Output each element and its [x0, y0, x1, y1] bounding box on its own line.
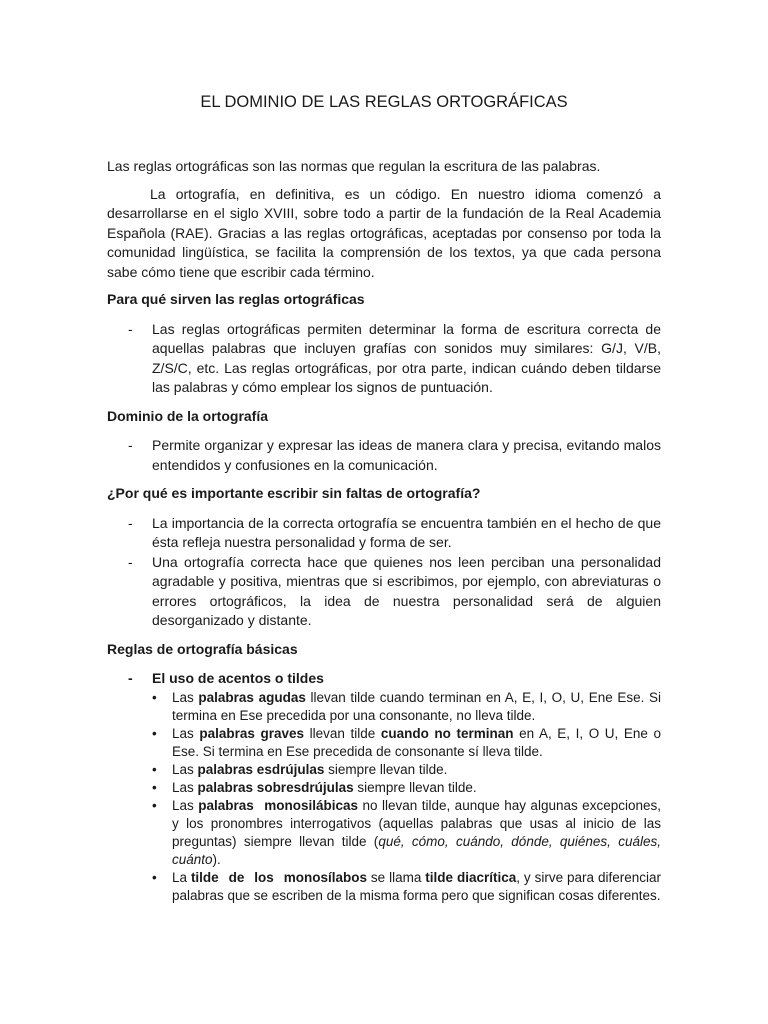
orthography-paragraph: La ortografía, en definitiva, es un código. En nuestro idioma comenzó a desarrollarse en el siglo XVIII, sobre todo a partir de la fundación de la Real Academia Española (RAE). Gracias a las reglas ortográficas, aceptadas por consenso por toda la comunidad lingüística, se facilita la comprensión de los textos, ya que cada persona sabe cómo tiene que escribir cada término. [107, 185, 661, 280]
rule-text-a: La [172, 869, 191, 885]
section-heading-dominio: Dominio de la ortografía [107, 407, 269, 424]
list-item [152, 725, 661, 761]
section-heading-basic-rules: Reglas de ortografía básicas [107, 640, 298, 657]
bullet-marker: • [152, 689, 157, 705]
dash-marker: - [128, 553, 133, 570]
rule-term: palabras agudas [198, 689, 306, 705]
rule-term: palabras monosilábicas [198, 797, 359, 813]
rule-text-a: Las [172, 761, 198, 777]
dash-marker: - [128, 514, 133, 531]
rule-text-e: en A, E, I, O U, Ene o Ese. Si termina en Ese precedida de consonante sí lleva tilde. [172, 725, 661, 759]
intro-paragraph: Las reglas ortográficas son las normas que regulan la escritura de las palabras. [107, 158, 601, 174]
list-item [152, 779, 661, 797]
rule-text-a: Las [172, 797, 199, 813]
bullet-marker: • [152, 797, 157, 813]
dash-marker: - [128, 437, 133, 453]
document-body [107, 91, 661, 905]
rule-text-c: llevan tilde cuando terminan en A, E, I, O, U, Ene Ese. Si termina en Ese precedida por una consonante, no lleva tilde. [172, 689, 661, 723]
list-item [152, 869, 661, 905]
bullet-marker: • [152, 779, 157, 795]
rule-text-e: , y sirve para diferenciar palabras que se escriben de la misma forma pero que significan cosas diferentes. [172, 869, 661, 903]
list-item-text: Las reglas ortográficas permiten determinar la forma de escritura correcta de aquellas palabras que incluyen grafías con sonidos muy similares: G/J, V/B, Z/S/C, etc. Las reglas ortográficas, por otra parte, indican cuándo deben tildarse las palabras y cómo emplear los signos de puntuación. [152, 320, 661, 395]
rule-text-c: siempre llevan tilde. [324, 761, 448, 777]
rule-text-e: ). [212, 851, 221, 867]
document-title: EL DOMINIO DE LAS REGLAS ORTOGRÁFICAS [200, 93, 568, 111]
rule-examples: qué, cómo, cuándo, dónde, quiénes, cuáles, cuánto [172, 833, 662, 867]
rule-term: palabras graves [199, 725, 305, 741]
list-item [107, 514, 661, 553]
list-item-text: Permite organizar y expresar las ideas de manera clara y precisa, evitando malos entendidos y confusiones en la comunicación. [152, 437, 661, 473]
rule-emphasis: tilde diacrítica [425, 869, 517, 885]
list-item [107, 553, 661, 631]
rule-text-a: Las [172, 725, 200, 741]
dash-marker: - [128, 670, 133, 686]
list-item [107, 320, 661, 398]
rule-text-c: llevan tilde [304, 725, 381, 741]
basic-rules-list [107, 669, 661, 689]
list-item [152, 689, 661, 725]
rule-emphasis: cuando no terminan [380, 725, 514, 741]
rule-text-c: siempre llevan tilde. [353, 779, 477, 795]
list-item-text: Una ortografía correcta hace que quienes nos leen perciban una personalidad agradable y positiva, mientras que si escribimos, por ejemplo, con abreviaturas o errores ortográficos, la idea de nuestra personalidad será de alguien desorganizado y distante. [152, 553, 661, 628]
section-heading-importance: ¿Por qué es importante escribir sin faltas de ortografía? [107, 485, 481, 501]
section-heading-purpose: Para qué sirven las reglas ortográficas [107, 291, 365, 307]
list-item-text: La importancia de la correcta ortografía se encuentra también en el hecho de que ésta refleja nuestra personalidad y forma de ser. [152, 514, 661, 550]
bullet-marker: • [152, 725, 157, 741]
list-item [152, 797, 661, 869]
bullet-marker: • [152, 869, 157, 885]
rule-text-a: Las [172, 689, 199, 705]
subheading-accents: El uso de acentos o tildes [152, 670, 324, 686]
accent-rules-list [152, 689, 661, 905]
dash-marker: - [128, 320, 133, 337]
rule-text-a: Las [172, 779, 198, 795]
rule-term: palabras sobresdrújulas [197, 779, 354, 795]
subheading-item [107, 669, 661, 689]
rule-text-c: no llevan tilde, aunque hay algunas excepciones, y los pronombres interrogativos (aquellas palabras que usas al inicio de las preguntas) siempre llevan tilde ( [172, 797, 661, 849]
rule-term: tilde de los monosílabos [190, 869, 367, 885]
purpose-list [107, 320, 661, 398]
list-item [152, 761, 661, 779]
list-item [107, 436, 661, 475]
rule-term: palabras esdrújulas [197, 761, 325, 777]
bullet-marker: • [152, 761, 157, 777]
rule-text-c: se llama [366, 869, 426, 885]
importance-list [107, 514, 661, 631]
dominio-list [107, 436, 661, 475]
